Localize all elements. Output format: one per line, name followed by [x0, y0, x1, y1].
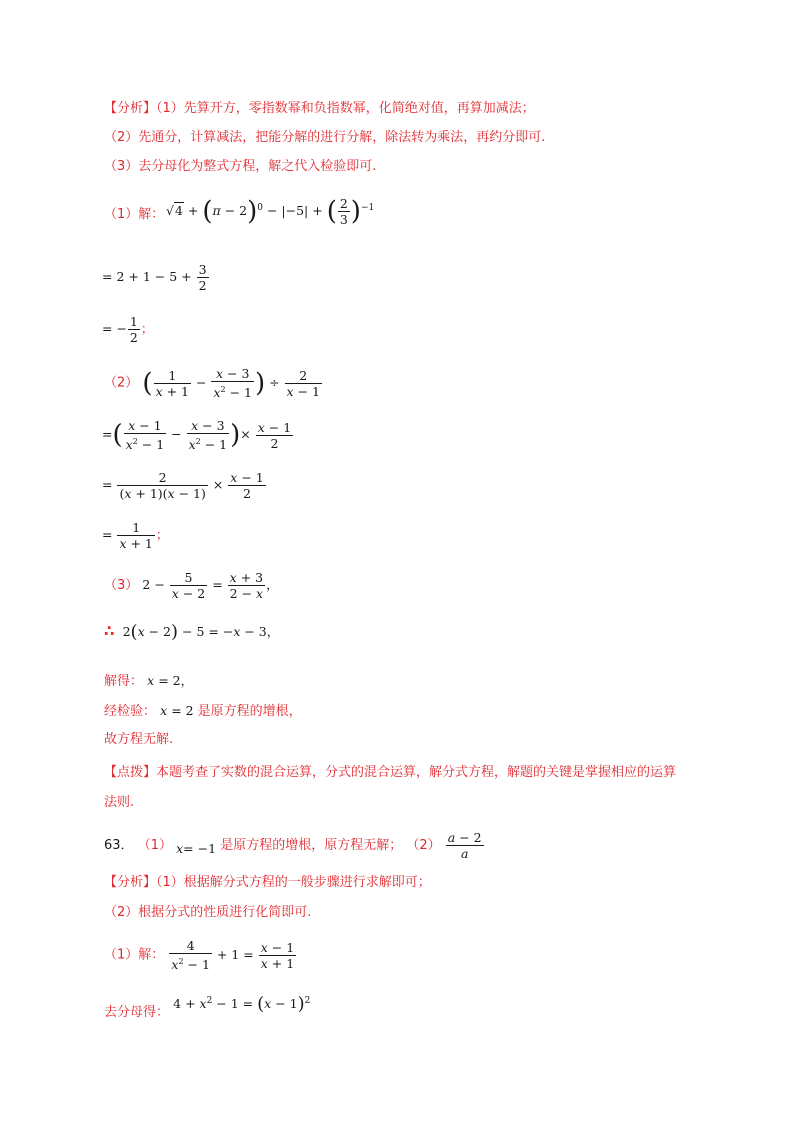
- part3-step-1-expression: 2(x − 2) − 5 = −x − 3，: [122, 621, 280, 643]
- q63-number: 63．: [104, 838, 134, 853]
- q63-answer: [104, 830, 485, 861]
- part1-step-2: = − $\frac{1}{2}$ ；: [102, 314, 154, 345]
- comment-text-1: 本题考查了实数的混合运算，分式的混合运算，解分式方程，解题的关键是掌握相应的运算: [156, 765, 677, 780]
- part1-expression: $√4 + (\pi - 2)^0 - |-5|$ + ( $\frac{2}{3}$ )$^{-1}$: [166, 196, 375, 227]
- solve-value: x = 2，: [147, 673, 194, 688]
- comment-line-1: [104, 764, 676, 782]
- q63-step-label: 去分母得：: [104, 1005, 170, 1021]
- solve-line: [104, 672, 193, 691]
- conclusion-line: 故方程无解.: [104, 732, 174, 747]
- part2-step-1: =( $\frac{x - 1}{x^2 - 1}$ − $\frac{x - 3}{x^2 - 1}$ )× $\frac{x - 1}{2}$: [102, 418, 292, 453]
- part3-label: （3）: [104, 578, 139, 593]
- analysis-tag: 【分析】: [104, 101, 157, 116]
- part2-label: （2）: [104, 375, 139, 391]
- part1-step-1: = 2 + 1 − 5 + $\frac{3}{2}$: [102, 262, 207, 293]
- analysis63-tag: 【分析】: [104, 875, 157, 890]
- part3-expression: 2 − $\frac{5}{x - 2}$ = $\frac{x + 3}{2 - x}$ ，: [142, 570, 279, 601]
- part2-expression: ( $\frac{1}{x + 1}$ − $\frac{x - 3}{x^2 - 1}$ ) ÷ $\frac{2}{x - 1}$: [142, 366, 320, 401]
- analysis-line-1: [104, 100, 535, 118]
- solve-label: 解得：: [104, 674, 144, 689]
- part3-step-1: [104, 622, 279, 642]
- analysis63-line-1: [104, 874, 431, 892]
- q63-part2-label: （2）: [406, 838, 441, 853]
- check-line: [104, 702, 302, 721]
- check-value: x = 2: [160, 703, 198, 718]
- q63-ans2: $\frac{a - 2}{a}$: [447, 830, 482, 861]
- analysis-line-2: （2）先通分，计算减法，把能分解的进行分解，除法转为乘法，再约分即可.: [104, 130, 546, 145]
- q63-step: [104, 992, 311, 1021]
- analysis63-text-1: （1）根据解分式方程的一般步骤进行求解即可；: [156, 875, 431, 890]
- q63-part1-label: （1）: [137, 838, 172, 853]
- check-text: 是原方程的增根，: [197, 704, 302, 719]
- q63-part1-problem: [104, 938, 297, 972]
- q63-step-expression: $4 + x^2 - 1 = (x - 1)^2$: [173, 993, 311, 1015]
- analysis-line-3: （3）去分母化为整式方程，解之代入检验即可.: [104, 159, 377, 174]
- part2-step-3: = $\frac{1}{x + 1}$ ；: [102, 520, 169, 551]
- part2-step-2: = $\frac{2}{(x + 1)(x - 1)}$ × $\frac{x - 1}{2}$: [102, 470, 264, 501]
- part3-problem: [104, 570, 279, 601]
- q63-ans1-text: 是原方程的增根，原方程无解；: [220, 838, 403, 853]
- analysis63-line-2: （2）根据分式的性质进行化简即可.: [104, 905, 312, 920]
- therefore-symbol: ∴: [104, 622, 115, 640]
- part2-problem: [104, 366, 323, 400]
- comment-line-2: 法则.: [104, 795, 135, 810]
- check-label: 经检验：: [104, 704, 157, 719]
- q63-equation: $\frac{4}{x^2 - 1}$ + 1 = $\frac{x - 1}{x + 1}$: [171, 938, 295, 973]
- q63-solution-label: （1）解：: [104, 947, 165, 963]
- analysis-text-1: （1）先算开方，零指数幂和负指数幂，化简绝对值，再算加减法；: [156, 101, 535, 116]
- q63-ans1: x= −1: [176, 841, 217, 856]
- comment-tag: 【点拨】: [104, 765, 157, 780]
- part1-label: （1）解：: [104, 207, 165, 222]
